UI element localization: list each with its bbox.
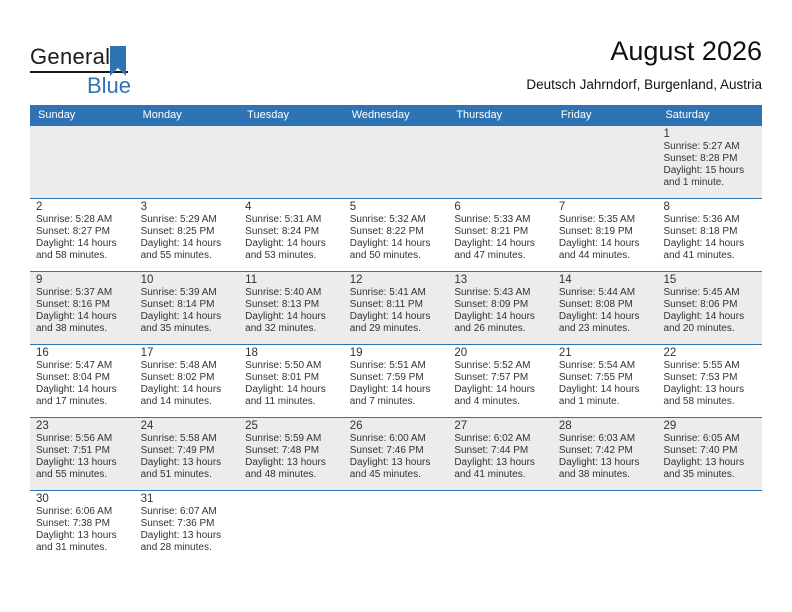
sunrise-line: Sunrise: 6:06 AM xyxy=(36,506,113,517)
logo-text-general: General xyxy=(30,44,128,73)
day-number: 19 xyxy=(349,347,363,359)
daylight-line-2: and 53 minutes. xyxy=(245,250,317,261)
sunrise-line: Sunrise: 5:47 AM xyxy=(36,360,113,371)
daylight-line: Daylight: 14 hours xyxy=(140,384,222,395)
sunset-line: Sunset: 8:14 PM xyxy=(140,299,215,310)
sunrise-line: Sunrise: 5:35 AM xyxy=(558,214,636,225)
week-row-2 xyxy=(30,198,762,271)
daylight-line-2: and 23 minutes. xyxy=(558,323,631,334)
day-cell-29 xyxy=(657,418,762,490)
daylight-line-2: and 28 minutes. xyxy=(140,542,212,553)
sunset-line: Sunset: 8:19 PM xyxy=(558,226,633,237)
day-cell-empty xyxy=(553,491,658,563)
daylight-line-2: and 51 minutes. xyxy=(140,469,212,480)
day-number: 14 xyxy=(558,274,572,286)
day-number: 1 xyxy=(663,128,670,140)
week-row-5 xyxy=(30,417,762,490)
daylight-line: Daylight: 13 hours xyxy=(663,457,745,468)
sunset-line: Sunset: 8:25 PM xyxy=(140,226,215,237)
daylight-line: Daylight: 14 hours xyxy=(245,384,326,395)
title-block xyxy=(526,36,762,92)
daylight-line: Daylight: 14 hours xyxy=(663,238,745,249)
sunset-line: Sunset: 8:28 PM xyxy=(663,153,738,164)
daylight-line: Daylight: 14 hours xyxy=(454,311,535,322)
daylight-line-2: and 58 minutes. xyxy=(36,250,108,261)
daylight-line-2: and 58 minutes. xyxy=(663,396,735,407)
sunset-line: Sunset: 8:04 PM xyxy=(36,372,110,383)
daylight-line: Daylight: 13 hours xyxy=(349,457,431,468)
day-cell-16 xyxy=(30,345,135,417)
sunrise-line: Sunrise: 6:03 AM xyxy=(558,433,636,444)
day-cell-empty xyxy=(553,126,658,198)
day-cell-empty xyxy=(30,126,135,198)
daylight-line: Daylight: 13 hours xyxy=(36,457,117,468)
daylight-line: Daylight: 14 hours xyxy=(36,384,117,395)
day-number: 17 xyxy=(140,347,154,359)
day-number: 25 xyxy=(245,420,258,432)
calendar-table xyxy=(30,105,762,563)
day-number: 13 xyxy=(454,274,468,286)
daylight-line: Daylight: 14 hours xyxy=(36,238,117,249)
weekday-header-friday: Friday xyxy=(560,109,592,121)
day-cell-21 xyxy=(553,345,658,417)
logo-flag-shape xyxy=(110,46,126,76)
day-number: 4 xyxy=(245,201,252,213)
sunrise-line: Sunrise: 5:54 AM xyxy=(558,360,636,371)
day-cell-25 xyxy=(239,418,344,490)
daylight-line-2: and 4 minutes. xyxy=(454,396,520,407)
daylight-line-2: and 45 minutes. xyxy=(349,469,421,480)
day-cell-1 xyxy=(657,126,762,198)
daylight-line: Daylight: 14 hours xyxy=(454,384,535,395)
sunrise-line: Sunrise: 5:39 AM xyxy=(140,287,217,298)
sunset-line: Sunset: 8:24 PM xyxy=(245,226,320,237)
sunrise-line: Sunrise: 5:44 AM xyxy=(558,287,636,298)
daylight-line-2: and 1 minute. xyxy=(663,177,725,188)
daylight-line: Daylight: 14 hours xyxy=(663,311,745,322)
day-cell-4 xyxy=(239,199,344,271)
week-row-6 xyxy=(30,490,762,563)
daylight-line: Daylight: 14 hours xyxy=(454,238,535,249)
daylight-line-2: and 48 minutes. xyxy=(245,469,317,480)
day-number: 10 xyxy=(140,274,154,286)
weekday-header-monday: Monday xyxy=(142,109,182,121)
daylight-line-2: and 1 minute. xyxy=(558,396,620,407)
sunrise-line: Sunrise: 5:28 AM xyxy=(36,214,113,225)
sunset-line: Sunset: 8:09 PM xyxy=(454,299,529,310)
sunrise-line: Sunrise: 5:40 AM xyxy=(245,287,322,298)
sunrise-line: Sunrise: 5:59 AM xyxy=(245,433,322,444)
sunset-line: Sunset: 7:48 PM xyxy=(245,445,320,456)
weekday-header-saturday: Saturday xyxy=(665,109,710,121)
day-cell-30 xyxy=(30,491,135,563)
daylight-line: Daylight: 15 hours xyxy=(663,165,745,176)
sunrise-line: Sunrise: 5:51 AM xyxy=(349,360,426,371)
weekday-header-wednesday: Wednesday xyxy=(351,109,410,121)
day-cell-empty xyxy=(239,491,344,563)
day-cell-27 xyxy=(448,418,553,490)
day-cell-28 xyxy=(553,418,658,490)
day-cell-17 xyxy=(135,345,240,417)
daylight-line: Daylight: 14 hours xyxy=(36,311,117,322)
daylight-line: Daylight: 13 hours xyxy=(454,457,535,468)
sunrise-line: Sunrise: 6:05 AM xyxy=(663,433,740,444)
daylight-line: Daylight: 13 hours xyxy=(140,457,222,468)
weekday-header-tuesday: Tuesday xyxy=(247,109,289,121)
sunset-line: Sunset: 7:55 PM xyxy=(558,372,633,383)
day-number: 29 xyxy=(663,420,677,432)
weekday-header-thursday: Thursday xyxy=(456,109,503,121)
daylight-line-2: and 55 minutes. xyxy=(36,469,108,480)
day-cell-10 xyxy=(135,272,240,344)
sunrise-line: Sunrise: 5:37 AM xyxy=(36,287,113,298)
general-blue-logo xyxy=(30,44,180,99)
sunrise-line: Sunrise: 5:31 AM xyxy=(245,214,322,225)
day-cell-18 xyxy=(239,345,344,417)
page-title: August 2026 xyxy=(610,36,762,66)
logo-text-blue: Blue xyxy=(87,73,132,98)
day-number: 16 xyxy=(36,347,49,359)
sunset-line: Sunset: 8:18 PM xyxy=(663,226,738,237)
daylight-line: Daylight: 14 hours xyxy=(558,311,640,322)
sunset-line: Sunset: 8:16 PM xyxy=(36,299,110,310)
day-number: 27 xyxy=(454,420,468,432)
day-cell-6 xyxy=(448,199,553,271)
day-number: 30 xyxy=(36,493,49,505)
sunset-line: Sunset: 7:59 PM xyxy=(349,372,424,383)
day-number: 26 xyxy=(349,420,363,432)
sunrise-line: Sunrise: 5:36 AM xyxy=(663,214,740,225)
sunset-line: Sunset: 8:22 PM xyxy=(349,226,424,237)
sunrise-line: Sunrise: 6:00 AM xyxy=(349,433,426,444)
sunset-line: Sunset: 8:27 PM xyxy=(36,226,110,237)
daylight-line-2: and 7 minutes. xyxy=(349,396,416,407)
daylight-line: Daylight: 14 hours xyxy=(349,311,431,322)
sunset-line: Sunset: 7:36 PM xyxy=(140,518,215,529)
day-number: 22 xyxy=(663,347,677,359)
day-number: 2 xyxy=(36,201,43,213)
day-cell-24 xyxy=(135,418,240,490)
daylight-line-2: and 14 minutes. xyxy=(140,396,212,407)
sunrise-line: Sunrise: 5:43 AM xyxy=(454,287,531,298)
day-cell-9 xyxy=(30,272,135,344)
daylight-line-2: and 29 minutes. xyxy=(349,323,421,334)
day-cell-26 xyxy=(344,418,449,490)
sunset-line: Sunset: 7:49 PM xyxy=(140,445,215,456)
day-cell-8 xyxy=(657,199,762,271)
daylight-line: Daylight: 14 hours xyxy=(245,311,326,322)
day-cell-23 xyxy=(30,418,135,490)
daylight-line-2: and 31 minutes. xyxy=(36,542,108,553)
daylight-line: Daylight: 14 hours xyxy=(245,238,326,249)
sunset-line: Sunset: 7:53 PM xyxy=(663,372,738,383)
day-cell-2 xyxy=(30,199,135,271)
day-cell-empty xyxy=(448,126,553,198)
week-row-4 xyxy=(30,344,762,417)
day-cell-22 xyxy=(657,345,762,417)
sunset-line: Sunset: 7:42 PM xyxy=(558,445,633,456)
day-cell-31 xyxy=(135,491,240,563)
sunrise-line: Sunrise: 5:52 AM xyxy=(454,360,531,371)
calendar-grid xyxy=(30,126,762,563)
day-cell-empty xyxy=(448,491,553,563)
daylight-line-2: and 44 minutes. xyxy=(558,250,631,261)
daylight-line: Daylight: 13 hours xyxy=(558,457,640,468)
page-subtitle: Deutsch Jahrndorf, Burgenland, Austria xyxy=(526,77,762,92)
daylight-line: Daylight: 14 hours xyxy=(140,238,222,249)
sunset-line: Sunset: 8:13 PM xyxy=(245,299,320,310)
day-cell-14 xyxy=(553,272,658,344)
sunrise-line: Sunrise: 5:48 AM xyxy=(140,360,217,371)
week-row-1 xyxy=(30,126,762,198)
sunrise-line: Sunrise: 5:32 AM xyxy=(349,214,426,225)
daylight-line-2: and 35 minutes. xyxy=(140,323,212,334)
daylight-line: Daylight: 14 hours xyxy=(140,311,222,322)
daylight-line: Daylight: 14 hours xyxy=(558,384,640,395)
day-number: 20 xyxy=(454,347,468,359)
day-number: 9 xyxy=(36,274,43,286)
sunrise-line: Sunrise: 5:50 AM xyxy=(245,360,322,371)
sunset-line: Sunset: 8:21 PM xyxy=(454,226,529,237)
sunrise-line: Sunrise: 6:07 AM xyxy=(140,506,217,517)
day-cell-7 xyxy=(553,199,658,271)
day-number: 28 xyxy=(558,420,572,432)
sunset-line: Sunset: 8:11 PM xyxy=(349,299,423,310)
sunrise-line: Sunrise: 5:55 AM xyxy=(663,360,740,371)
day-number: 24 xyxy=(140,420,154,432)
day-number: 6 xyxy=(454,201,461,213)
day-cell-11 xyxy=(239,272,344,344)
weekday-header-row xyxy=(30,105,762,126)
daylight-line: Daylight: 13 hours xyxy=(36,530,117,541)
daylight-line: Daylight: 14 hours xyxy=(349,238,431,249)
day-cell-20 xyxy=(448,345,553,417)
day-cell-empty xyxy=(135,126,240,198)
daylight-line: Daylight: 13 hours xyxy=(245,457,326,468)
day-cell-3 xyxy=(135,199,240,271)
week-row-3 xyxy=(30,271,762,344)
day-number: 11 xyxy=(245,274,258,286)
daylight-line-2: and 41 minutes. xyxy=(663,250,735,261)
day-number: 21 xyxy=(558,347,572,359)
weekday-header-sunday: Sunday xyxy=(38,109,76,121)
day-number: 15 xyxy=(663,274,677,286)
sunrise-line: Sunrise: 5:29 AM xyxy=(140,214,217,225)
sunrise-line: Sunrise: 5:45 AM xyxy=(663,287,740,298)
day-cell-empty xyxy=(344,126,449,198)
daylight-line: Daylight: 13 hours xyxy=(663,384,745,395)
daylight-line-2: and 11 minutes. xyxy=(245,396,316,407)
sunrise-line: Sunrise: 5:56 AM xyxy=(36,433,113,444)
sunset-line: Sunset: 8:01 PM xyxy=(245,372,320,383)
day-number: 18 xyxy=(245,347,258,359)
sunrise-line: Sunrise: 6:02 AM xyxy=(454,433,531,444)
daylight-line-2: and 26 minutes. xyxy=(454,323,526,334)
daylight-line-2: and 20 minutes. xyxy=(663,323,735,334)
sunset-line: Sunset: 8:06 PM xyxy=(663,299,738,310)
day-number: 3 xyxy=(140,201,147,213)
day-cell-empty xyxy=(657,491,762,563)
sunset-line: Sunset: 8:02 PM xyxy=(140,372,215,383)
day-cell-empty xyxy=(239,126,344,198)
sunrise-line: Sunrise: 5:58 AM xyxy=(140,433,217,444)
day-number: 31 xyxy=(140,493,154,505)
sunset-line: Sunset: 7:44 PM xyxy=(454,445,529,456)
daylight-line-2: and 38 minutes. xyxy=(36,323,108,334)
sunset-line: Sunset: 7:40 PM xyxy=(663,445,738,456)
day-cell-5 xyxy=(344,199,449,271)
day-number: 7 xyxy=(558,201,566,213)
daylight-line-2: and 38 minutes. xyxy=(558,469,631,480)
day-number: 23 xyxy=(36,420,49,432)
day-cell-empty xyxy=(344,491,449,563)
sunrise-line: Sunrise: 5:33 AM xyxy=(454,214,531,225)
sunset-line: Sunset: 7:51 PM xyxy=(36,445,110,456)
sunrise-line: Sunrise: 5:41 AM xyxy=(349,287,426,298)
daylight-line: Daylight: 13 hours xyxy=(140,530,222,541)
day-number: 5 xyxy=(349,201,357,213)
daylight-line-2: and 55 minutes. xyxy=(140,250,212,261)
daylight-line-2: and 32 minutes. xyxy=(245,323,317,334)
day-number: 12 xyxy=(349,274,363,286)
day-cell-19 xyxy=(344,345,449,417)
day-cell-15 xyxy=(657,272,762,344)
sunset-line: Sunset: 7:46 PM xyxy=(349,445,424,456)
day-number: 8 xyxy=(663,201,670,213)
daylight-line-2: and 35 minutes. xyxy=(663,469,735,480)
daylight-line-2: and 50 minutes. xyxy=(349,250,421,261)
sunset-line: Sunset: 7:57 PM xyxy=(454,372,529,383)
sunset-line: Sunset: 8:08 PM xyxy=(558,299,633,310)
sunset-line: Sunset: 7:38 PM xyxy=(36,518,110,529)
daylight-line: Daylight: 14 hours xyxy=(558,238,640,249)
daylight-line: Daylight: 14 hours xyxy=(349,384,431,395)
daylight-line-2: and 41 minutes. xyxy=(454,469,526,480)
logo-flag-icon xyxy=(110,46,126,76)
daylight-line-2: and 17 minutes. xyxy=(36,396,108,407)
day-cell-12 xyxy=(344,272,449,344)
sunrise-line: Sunrise: 5:27 AM xyxy=(663,141,740,152)
daylight-line-2: and 47 minutes. xyxy=(454,250,526,261)
day-cell-13 xyxy=(448,272,553,344)
